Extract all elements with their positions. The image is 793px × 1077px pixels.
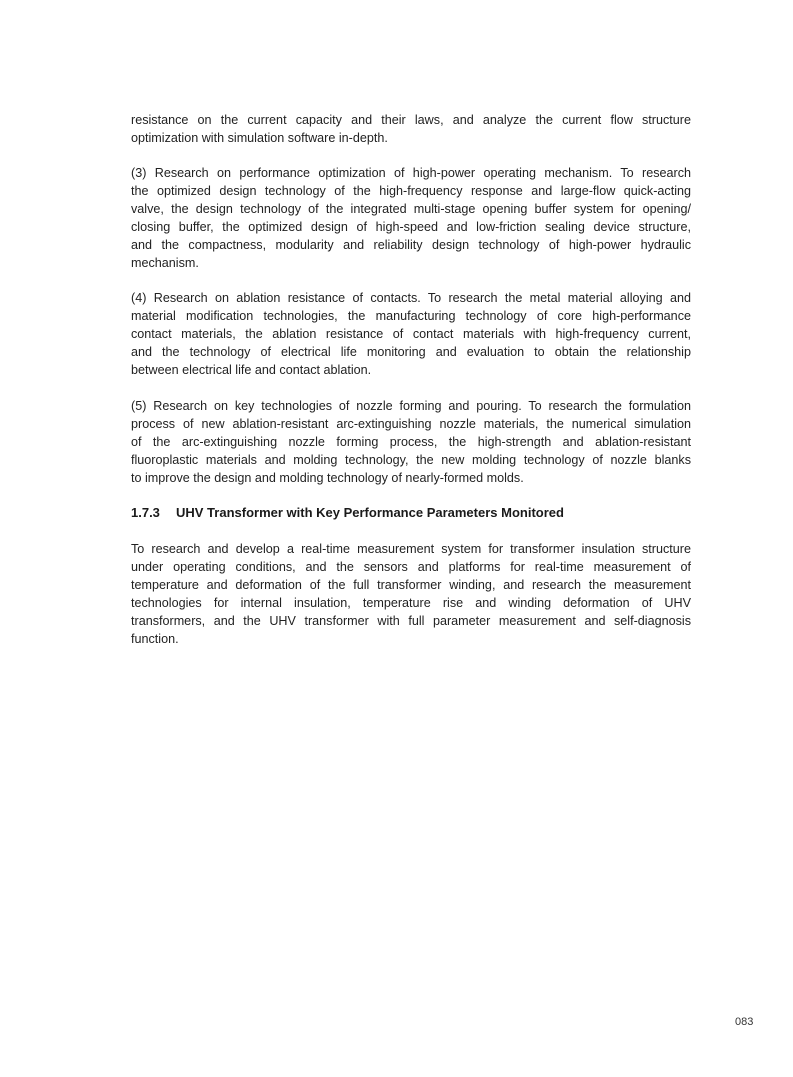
text-line: closing buffer, the optimized design of high-speed and low-friction sealing device structure,	[131, 220, 691, 234]
text-line: material modification technologies, the manufacturing technology of core high-performance	[131, 309, 691, 323]
page-number: 083	[735, 1016, 754, 1028]
text-line: (5) Research on key technologies of nozzle forming and pouring. To research the formulation	[131, 399, 691, 413]
text-line: (4) Research on ablation resistance of contacts. To research the metal material alloying and	[131, 291, 691, 305]
text-line: the optimized design technology of the high-frequency response and large-flow quick-acting	[131, 184, 691, 198]
text-line: between electrical life and contact ablation.	[131, 363, 372, 377]
section-heading	[131, 504, 564, 522]
paragraph-ablation-resistance	[131, 289, 691, 379]
text-line: technologies for internal insulation, temperature rise and winding deformation of UHV	[131, 596, 691, 610]
text-line: fluoroplastic materials and molding technology, the new molding technology of nozzle blanks	[131, 453, 691, 467]
text-line: of the arc-extinguishing nozzle forming process, the high-strength and ablation-resistant	[131, 435, 691, 449]
text-line: resistance on the current capacity and their laws, and analyze the current flow structure	[131, 113, 691, 127]
text-line: (3) Research on performance optimization of high-power operating mechanism. To research	[131, 166, 691, 180]
text-line: valve, the design technology of the integrated multi-stage opening buffer system for opening/	[131, 202, 691, 216]
section-title: UHV Transformer with Key Performance Parameters Monitored	[176, 505, 564, 520]
text-line: and the compactness, modularity and reliability design technology of high-power hydraulic	[131, 238, 691, 252]
paragraph-continuation	[131, 111, 691, 147]
text-line: to improve the design and molding technology of nearly-formed molds.	[131, 471, 524, 485]
text-line: mechanism.	[131, 256, 199, 270]
section-number: 1.7.3	[131, 505, 160, 520]
text-line: contact materials, the ablation resistance of contact materials with high-frequency current,	[131, 327, 691, 341]
paragraph-uhv-transformer	[131, 540, 691, 648]
text-line: optimization with simulation software in-depth.	[131, 131, 388, 145]
text-line: process of new ablation-resistant arc-extinguishing nozzle materials, the numerical simulation	[131, 417, 691, 431]
text-line: To research and develop a real-time measurement system for transformer insulation structure	[131, 542, 691, 556]
paragraph-operating-mechanism	[131, 164, 691, 272]
text-line: under operating conditions, and the sensors and platforms for real-time measurement of	[131, 560, 691, 574]
text-line: transformers, and the UHV transformer with full parameter measurement and self-diagnosis	[131, 614, 691, 628]
text-line: function.	[131, 632, 179, 646]
text-line: temperature and deformation of the full transformer winding, and research the measurement	[131, 578, 691, 592]
paragraph-nozzle-forming	[131, 397, 691, 487]
text-line: and the technology of electrical life monitoring and evaluation to obtain the relationship	[131, 345, 691, 359]
